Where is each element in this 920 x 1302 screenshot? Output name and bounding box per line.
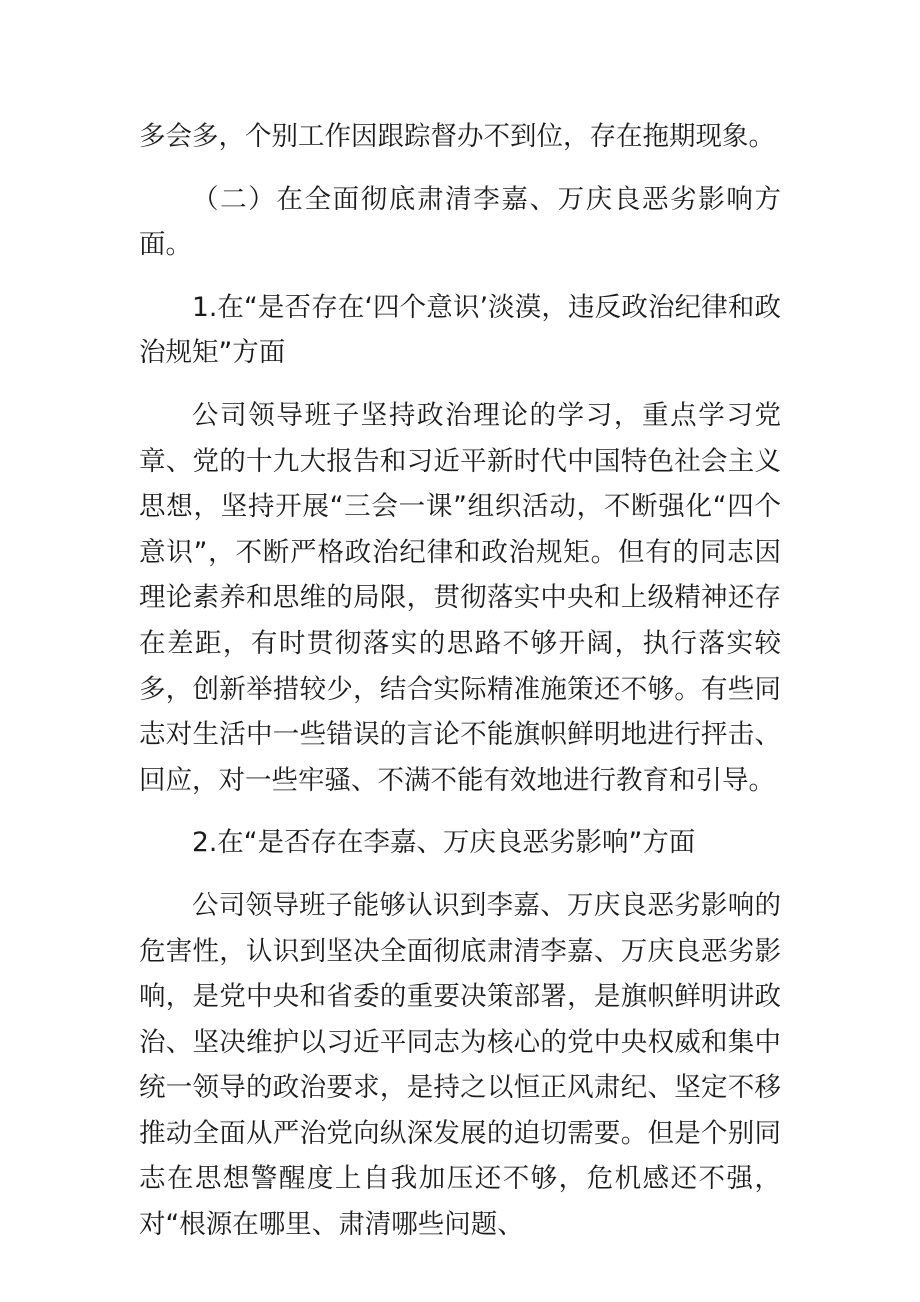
paragraph-gap: [139, 160, 781, 177]
paragraph-gap: [139, 866, 781, 883]
subsection-heading-2: 2.在“是否存在李嘉、万庆良恶劣影响”方面: [192, 827, 696, 859]
paragraph-gap: [139, 268, 781, 285]
section-heading: （二）在全面彻底肃清李嘉、万庆良恶劣影响方面。: [139, 183, 781, 261]
paragraph-gap: [139, 803, 781, 820]
body-paragraph-2: 公司领导班子能够认识到李嘉、万庆良恶劣影响的危害性，认识到坚决全面彻底肃清李嘉、万庆良恶劣影响，是党中央和省委的重要决策部署，是旗帜鲜明讲政治、坚决维护以习近平同志为核心的党中央权威和集中统一领导的政治要求，是持之以恒正风肃纪、坚定不移推动全面从严治党向纵深发展的迫切需要。但是个别同志在思想警醒度上自我加压还不够，危机感还不强，对“根源在哪里、肃清哪些问题、: [139, 889, 781, 1241]
paragraph-gap: [139, 376, 781, 393]
subsection-heading-1: 1.在“是否存在‘四个意识’淡漠，违反政治纪律和政治规矩”方面: [139, 291, 781, 369]
body-paragraph-1: 公司领导班子坚持政治理论的学习，重点学习党章、党的十九大报告和习近平新时代中国特色社会主义思想，坚持开展“三会一课”组织活动，不断强化“四个意识”，不断严格政治纪律和政治规矩。但有的同志因理论素养和思维的局限，贯彻落实中央和上级精神还存在差距，有时贯彻落实的思路不够开阔，执行落实较多，创新举措较少，结合实际精准施策还不够。有些同志对生活中一些错误的言论不能旗帜鲜明地进行抨击、回应，对一些牢骚、不满不能有效地进行教育和引导。: [139, 399, 781, 796]
paragraph-continued: 多会多，个别工作因跟踪督办不到位，存在拖期现象。: [139, 121, 775, 152]
document-body: [139, 114, 781, 1248]
